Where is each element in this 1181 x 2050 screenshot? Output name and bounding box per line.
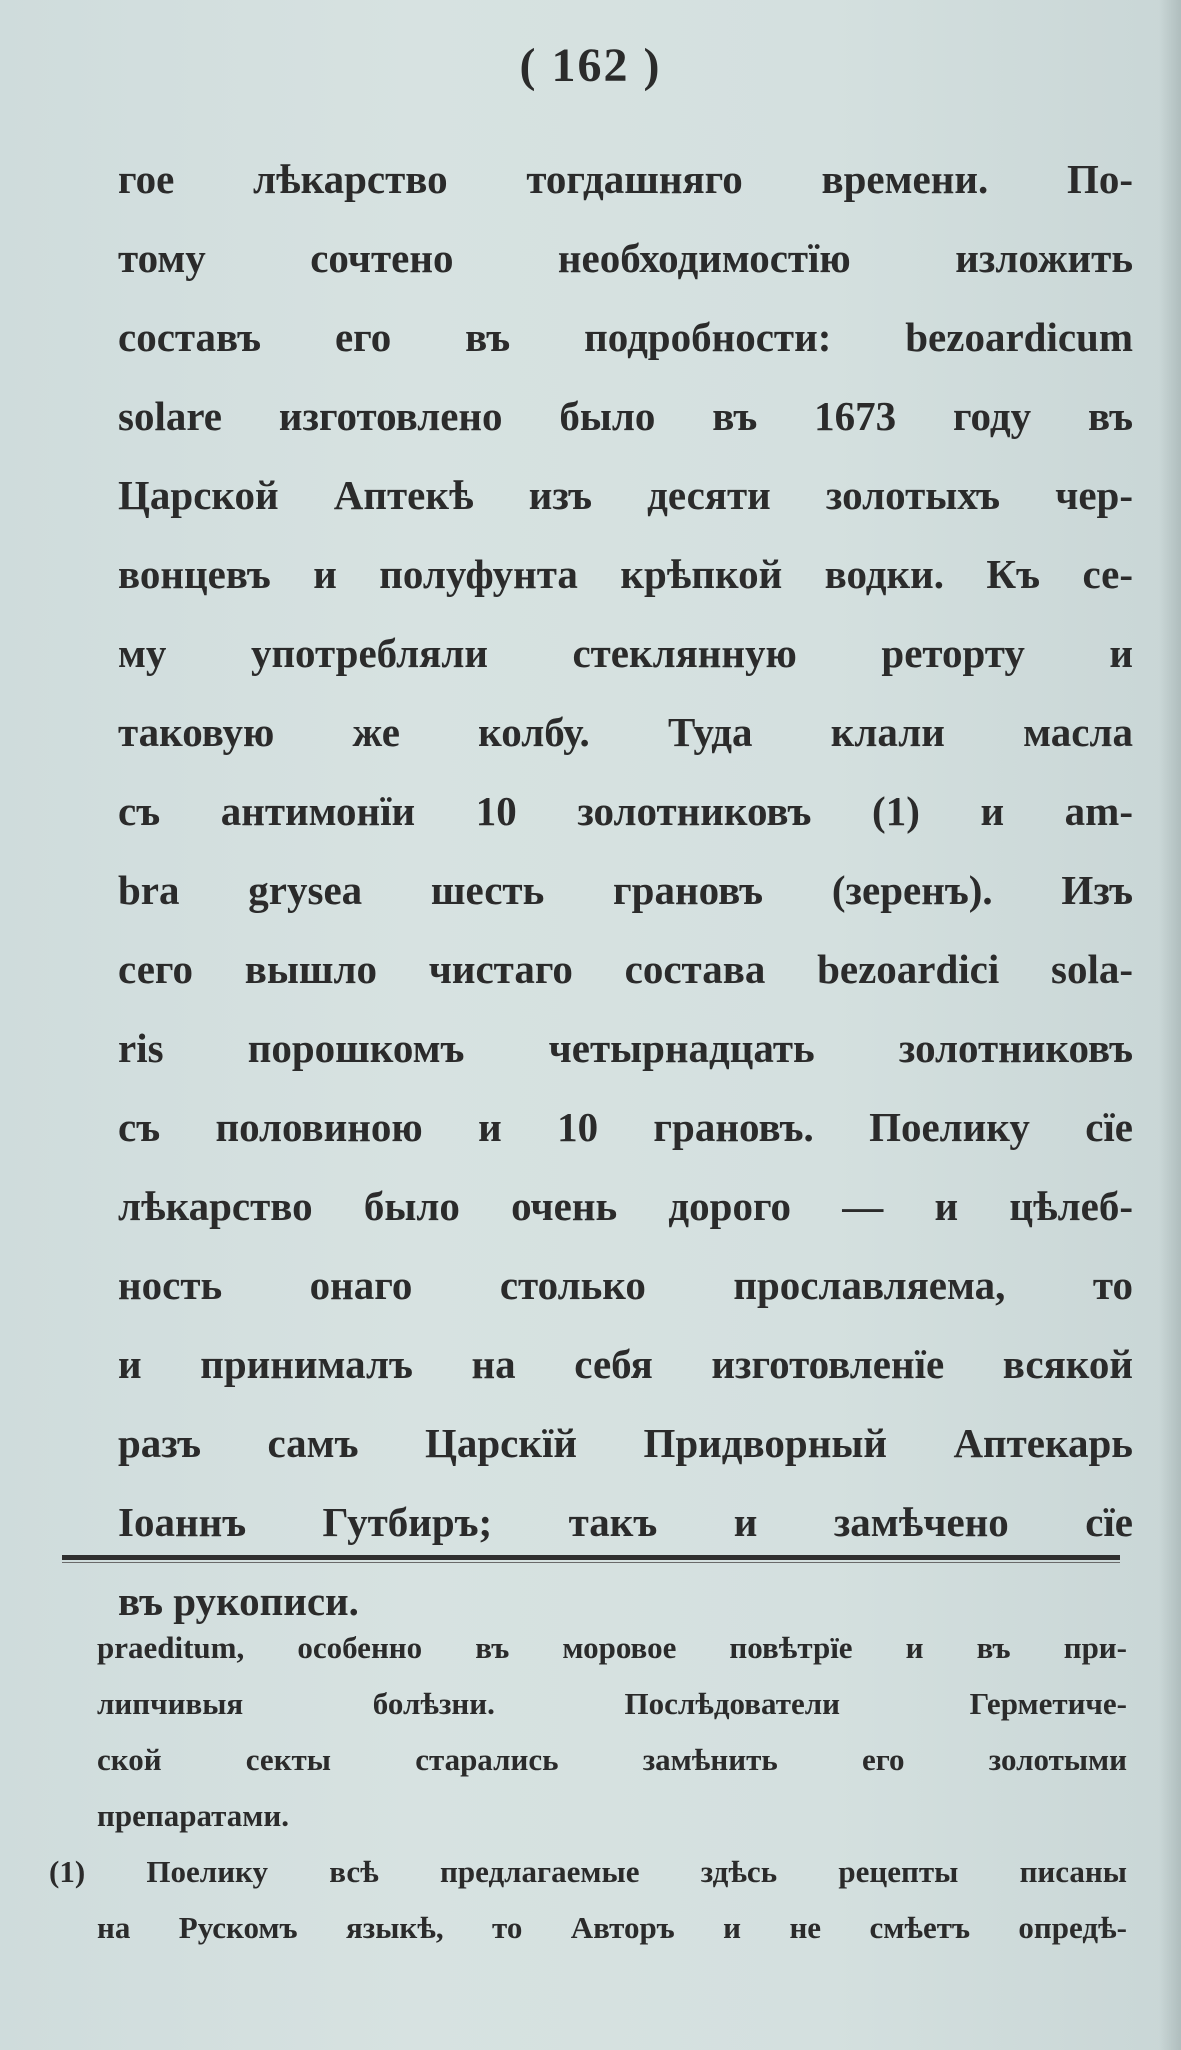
text-line: ность онаго столько прославляема, то (118, 1262, 1133, 1308)
footnote-separator-rule (62, 1555, 1120, 1560)
footnote-line: на Рускомъ языкѣ, то Авторъ и не смѣетъ опредѣ- (97, 1910, 1127, 1945)
footnote-line: липчивыя болѣзни. Послѣдователи Герметиче- (97, 1686, 1127, 1721)
page-number: ( 162 ) (519, 39, 662, 92)
footnote-line: praeditum, особенно въ моровое повѣтрїе и въ при- (97, 1630, 1127, 1665)
text-line: лѣкарство было очень дорого — и цѣлеб- (118, 1183, 1133, 1229)
text-line: составъ его въ подробности: bezoardicum (118, 314, 1133, 360)
text-line: solare изготовлено было въ 1673 году въ (118, 393, 1133, 439)
text-line: тому сочтено необходимостїю изложить (118, 235, 1133, 281)
footnote-line: ской секты старались замѣнить его золотыми (97, 1742, 1127, 1777)
text-line: разъ самъ Царскїй Придворный Аптекарь (118, 1420, 1133, 1466)
page-edge-shadow (1159, 0, 1181, 2050)
text-line: вонцевъ и полуфунта крѣпкой водки. Къ се- (118, 551, 1133, 597)
footnote-line: препаратами. (97, 1798, 289, 1833)
text-line: въ рукописи. (118, 1578, 359, 1624)
text-line: bra grysea шесть грановъ (зеренъ). Изъ (118, 867, 1133, 913)
text-line: гое лѣкарство тогдашняго времени. По- (118, 156, 1133, 202)
text-line: и принималъ на себя изготовленїе всякой (118, 1341, 1133, 1387)
text-line: Іоаннъ Гутбиръ; такъ и замѣчено сїе (118, 1499, 1133, 1545)
footnote-separator-thin-rule (62, 1562, 1120, 1563)
footnote-line: (1) Поелику всѣ предлагаемые здѣсь рецепты писаны (49, 1854, 1127, 1889)
text-line: съ антимонїи 10 золотниковъ (1) и am- (118, 788, 1133, 834)
text-line: таковую же колбу. Туда клали масла (118, 709, 1133, 755)
footnotes-block (49, 1620, 1127, 1956)
text-line: съ половиною и 10 грановъ. Поелику сїе (118, 1104, 1133, 1150)
text-line: ris порошкомъ четырнадцать золотниковъ (118, 1025, 1133, 1071)
main-text-block (118, 140, 1133, 1641)
text-line: Царской Аптекѣ изъ десяти золотыхъ чер- (118, 472, 1133, 518)
text-line: сего вышло чистаго состава bezoardici sola- (118, 946, 1133, 992)
text-line: му употребляли стеклянную реторту и (118, 630, 1133, 676)
